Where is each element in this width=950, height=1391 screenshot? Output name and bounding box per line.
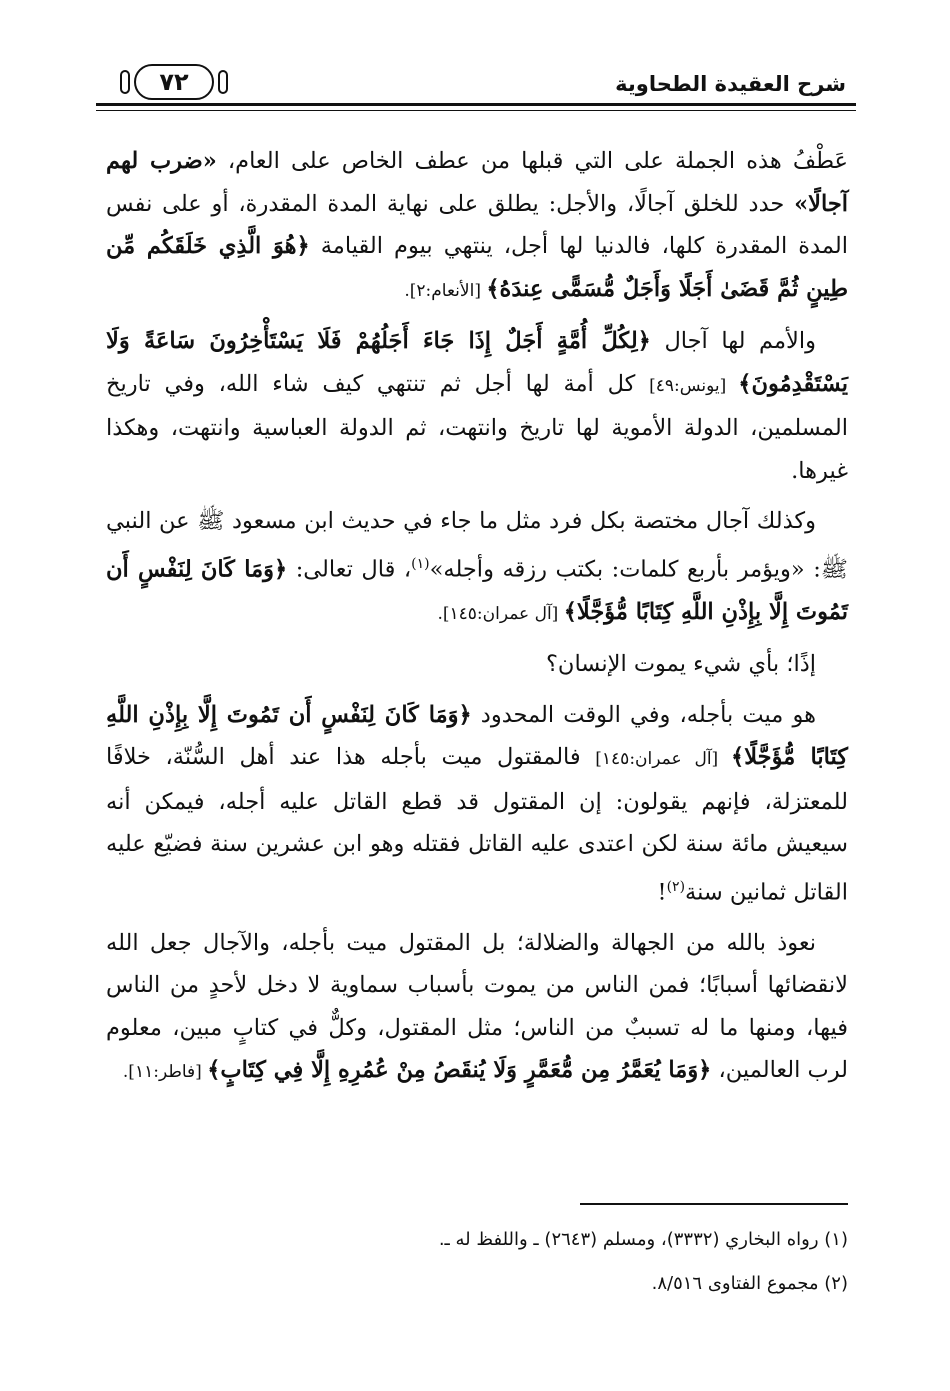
- footnote: [150, 1262, 848, 1306]
- quran-verse: ﴿وَمَا كَانَ لِنَفْسٍ أَن تَمُوتَ إِلَّا بِإِذْنِ اللَّهِ كِتَابًا مُّؤَجَّلًا﴾: [106, 556, 848, 625]
- text-run: !: [657, 879, 667, 905]
- header-rule-thin: [96, 110, 856, 111]
- paragraph: [106, 140, 848, 312]
- verse-reference: [يونس:٤٩]: [649, 375, 739, 396]
- text-run: فالمقتول ميت بأجله هذا عند أهل السُّنّة، خلافًا للمعتزلة، فإنهم يقولون: إن المقتول قد قطع القاتل عليه أجله، فيمكن أنه سيعيش مائة سنة لكن اعتدى عليه القاتل فقتله وهو ابن عشرين سنة فضيّع عليه القاتل ثمانين سنة: [106, 744, 848, 905]
- header-rule: [96, 103, 856, 106]
- footnote-text: مجموع الفتاوى ٨/٥١٦.: [651, 1273, 819, 1294]
- text-run: إذًا؛ بأي شيء يموت الإنسان؟: [545, 651, 816, 677]
- quran-verse: ﴿لِكُلِّ أُمَّةٍ أَجَلٌ إِذَا جَاءَ أَجَلُهُمْ فَلَا يَسْتَأْخِرُونَ سَاعَةً وَلَا يَسْتَقْدِمُونَ﴾: [106, 328, 848, 397]
- verse-reference: [آل عمران:١٤٥].: [437, 603, 564, 624]
- quoted-text: «ضرب لهم آجالًا»: [106, 148, 848, 217]
- text-run: حدد للخلق آجالًا، والأجل: يطلق على نهاية المدة المقدرة، أو على نفس المدة المقدرة كلها، فالدنيا لها أجل، ينتهي بيوم القيامة: [106, 190, 848, 259]
- paragraph: [106, 643, 848, 686]
- text-run: والأمم لها آجال: [650, 328, 816, 354]
- quran-verse: ﴿وَمَا كَانَ لِنَفْسٍ أَن تَمُوتَ إِلَّا بِإِذْنِ اللَّهِ كِتَابًا مُّؤَجَّلًا﴾: [106, 701, 848, 770]
- page-number: ٧٢: [159, 68, 189, 96]
- text-run: نعوذ بالله من الجهالة والضلالة؛ بل المقتول ميت بأجله، والآجال جعل الله لانقضائها أسبابًا؛ فمن الناس من يموت بأسباب سماوية لا دخل لأحدٍ من الناس فيها، ومنها ما له تسببٌ من الناس؛ مثل المقتول، وكلٌّ في كتابٍ مبين، معلوم لرب العالمين،: [106, 929, 848, 1083]
- text-run: كل أمة لها أجل ثم تنتهي كيف شاء الله، وفي تاريخ المسلمين، الدولة الأموية لها تاريخ وانتهت، ثم الدولة العباسية وانتهت، وهكذا غيرها.: [106, 370, 848, 484]
- verse-reference: [فاطر:١١].: [122, 1062, 208, 1082]
- paragraph: [106, 320, 848, 492]
- quran-verse: ﴿هُوَ الَّذِي خَلَقَكُم مِّن طِينٍ ثُمَّ قَضَىٰ أَجَلًا وَأَجَلٌ مُّسَمًّى عِندَهُ﴾: [106, 233, 848, 302]
- footnote-number: (١): [824, 1229, 848, 1250]
- footnote-separator: [580, 1203, 848, 1205]
- text-run: ، قال تعالى:: [287, 556, 412, 582]
- footnote-number: (٢): [824, 1273, 848, 1294]
- verse-reference: [الأنعام:٢].: [404, 280, 487, 301]
- paragraph: [106, 694, 848, 914]
- quran-verse: ﴿وَمَا يُعَمَّرُ مِن مُّعَمَّرٍ وَلَا يُنقَصُ مِنْ عُمُرِهِ إِلَّا فِي كِتَابٍ﴾: [207, 1057, 712, 1083]
- main-text: [106, 140, 848, 1102]
- footnote-marker: (٢): [666, 878, 686, 895]
- footnote-text: رواه البخاري (٣٣٣٢)، ومسلم (٢٦٤٣) ـ واللفظ له ـ.: [438, 1229, 819, 1250]
- page-number-badge: [134, 64, 214, 100]
- book-title: شرح العقيدة الطحاوية: [615, 72, 846, 96]
- verse-reference: [آل عمران:١٤٥]: [595, 749, 732, 769]
- text-run: هو ميت بأجله، وفي الوقت المحدود: [471, 701, 816, 728]
- footnote: [150, 1218, 848, 1262]
- footnote-marker: (١): [411, 555, 430, 572]
- text-run: وكذلك آجال مختصة بكل فرد مثل ما جاء في حديث ابن مسعود ﷺ عن النبي ﷺ: «ويؤمر بأربع كلمات: بكتب رزقه وأجله»: [106, 508, 848, 582]
- text-run: عَطْفُ هذه الجملة على التي قبلها من عطف الخاص على العام،: [216, 148, 848, 174]
- paragraph: [106, 500, 848, 635]
- paragraph: [106, 922, 848, 1094]
- footnotes: [150, 1218, 848, 1306]
